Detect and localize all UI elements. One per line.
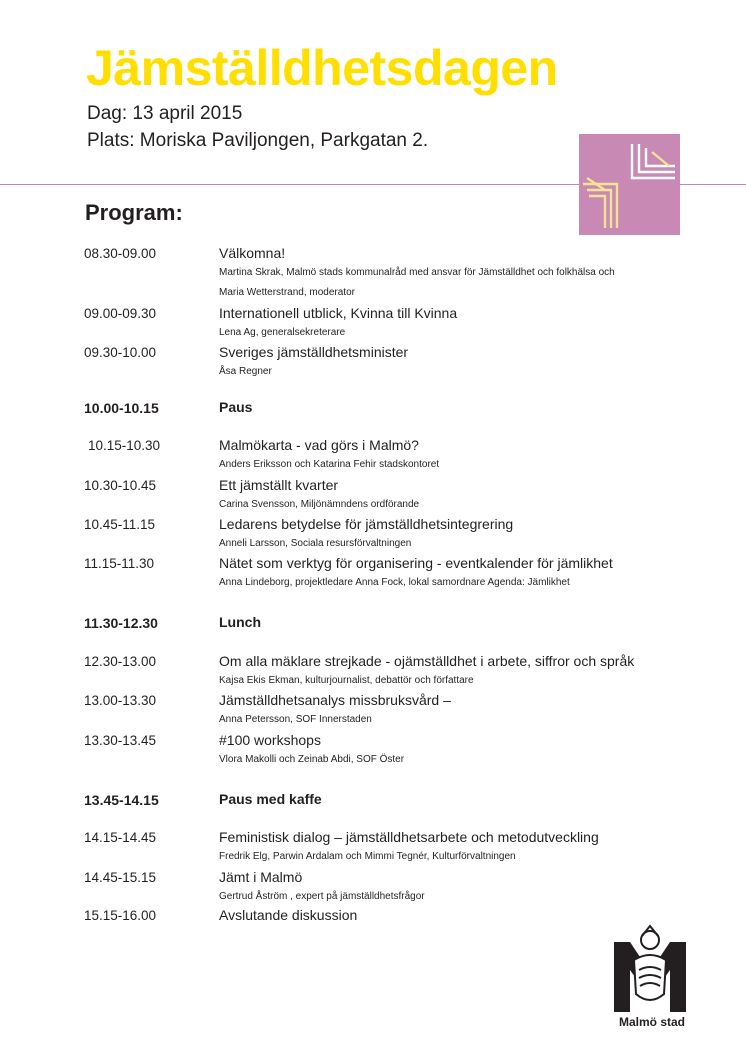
program-topic: Ett jämställt kvarter — [219, 477, 339, 493]
program-topic: Sveriges jämställdhetsminister — [219, 344, 409, 360]
program-time: 10.45-11.15 — [84, 517, 156, 532]
program-topic: Avslutande diskussion — [219, 907, 358, 923]
program-topic: Jämställdhetsanalys missbruksvård – — [219, 692, 451, 708]
program-time: 10.30-10.45 — [84, 478, 157, 493]
program-time: 09.00-09.30 — [84, 306, 157, 321]
page-title: Jämställdhetsdagen — [86, 40, 558, 96]
program-time: 13.00-13.30 — [84, 693, 157, 708]
program-time: 10.00-10.15 — [84, 400, 159, 416]
event-logo — [579, 134, 680, 235]
program-speaker: Anna Lindeborg, projektledare Anna Fock, lokal samordnare Agenda: Jämlikhet — [219, 577, 570, 588]
program-topic: Ledarens betydelse för jämställdhetsintegrering — [219, 516, 514, 532]
program-topic: #100 workshops — [219, 732, 321, 748]
program-time: 08.30-09.00 — [84, 246, 157, 261]
program-topic: Malmökarta - vad görs i Malmö? — [219, 437, 419, 453]
program-time: 09.30-10.00 — [84, 345, 157, 360]
program-time: 10.15-10.30 — [88, 438, 161, 453]
event-place: Plats: Moriska Paviljongen, Parkgatan 2. — [87, 130, 429, 151]
event-logo-graphic — [579, 134, 680, 235]
program-speaker: Maria Wetterstrand, moderator — [219, 287, 355, 298]
program-speaker: Anneli Larsson, Sociala resursförvaltningen — [219, 538, 412, 549]
program-time: 14.15-14.45 — [84, 830, 157, 845]
program-topic: Paus med kaffe — [219, 791, 322, 807]
city-crest-icon — [606, 920, 696, 1020]
program-speaker: Martina Skrak, Malmö stads kommunalråd med ansvar för Jämställdhet och folkhälsa och — [219, 267, 615, 278]
program-topic: Nätet som verktyg för organisering - eventkalender för jämlikhet — [219, 555, 613, 571]
program-topic: Feministisk dialog – jämställdhetsarbete och metodutveckling — [219, 829, 599, 845]
program-heading: Program: — [85, 200, 183, 225]
program-time: 11.15-11.30 — [84, 556, 155, 571]
program-speaker: Åsa Regner — [219, 366, 272, 377]
program-time: 15.15-16.00 — [84, 908, 157, 923]
program-time: 13.45-14.15 — [84, 792, 159, 808]
program-speaker: Anders Eriksson och Katarina Fehir stadskontoret — [219, 459, 440, 470]
program-topic: Om alla mäklare strejkade - ojämställdhet i arbete, siffror och språk — [219, 653, 635, 669]
program-topic: Lunch — [219, 614, 261, 630]
program-topic: Internationell utblick, Kvinna till Kvinna — [219, 305, 458, 321]
program-speaker: Gertrud Åström , expert på jämställdhetsfrågor — [219, 891, 425, 902]
program-time: 14.45-15.15 — [84, 870, 157, 885]
program-time: 13.30-13.45 — [84, 733, 157, 748]
program-topic: Välkomna! — [219, 245, 286, 261]
program-time: 11.30-12.30 — [84, 615, 158, 631]
city-name: Malmö stad — [618, 1015, 685, 1029]
program-time: 12.30-13.00 — [84, 654, 157, 669]
program-speaker: Vlora Makolli och Zeinab Abdi, SOF Öster — [219, 754, 405, 765]
program-topic: Jämt i Malmö — [219, 869, 303, 885]
program-speaker: Anna Petersson, SOF Innerstaden — [219, 714, 372, 725]
program-speaker: Kajsa Ekis Ekman, kulturjournalist, debattör och författare — [219, 675, 474, 686]
program-speaker: Carina Svensson, Miljönämndens ordförande — [219, 499, 420, 510]
program-speaker: Lena Ag, generalsekreterare — [219, 327, 346, 338]
program-topic: Paus — [219, 399, 253, 415]
program-speaker: Fredrik Elg, Parwin Ardalam och Mimmi Tegnér, Kulturförvaltningen — [219, 851, 516, 862]
event-date: Dag: 13 april 2015 — [87, 103, 243, 124]
